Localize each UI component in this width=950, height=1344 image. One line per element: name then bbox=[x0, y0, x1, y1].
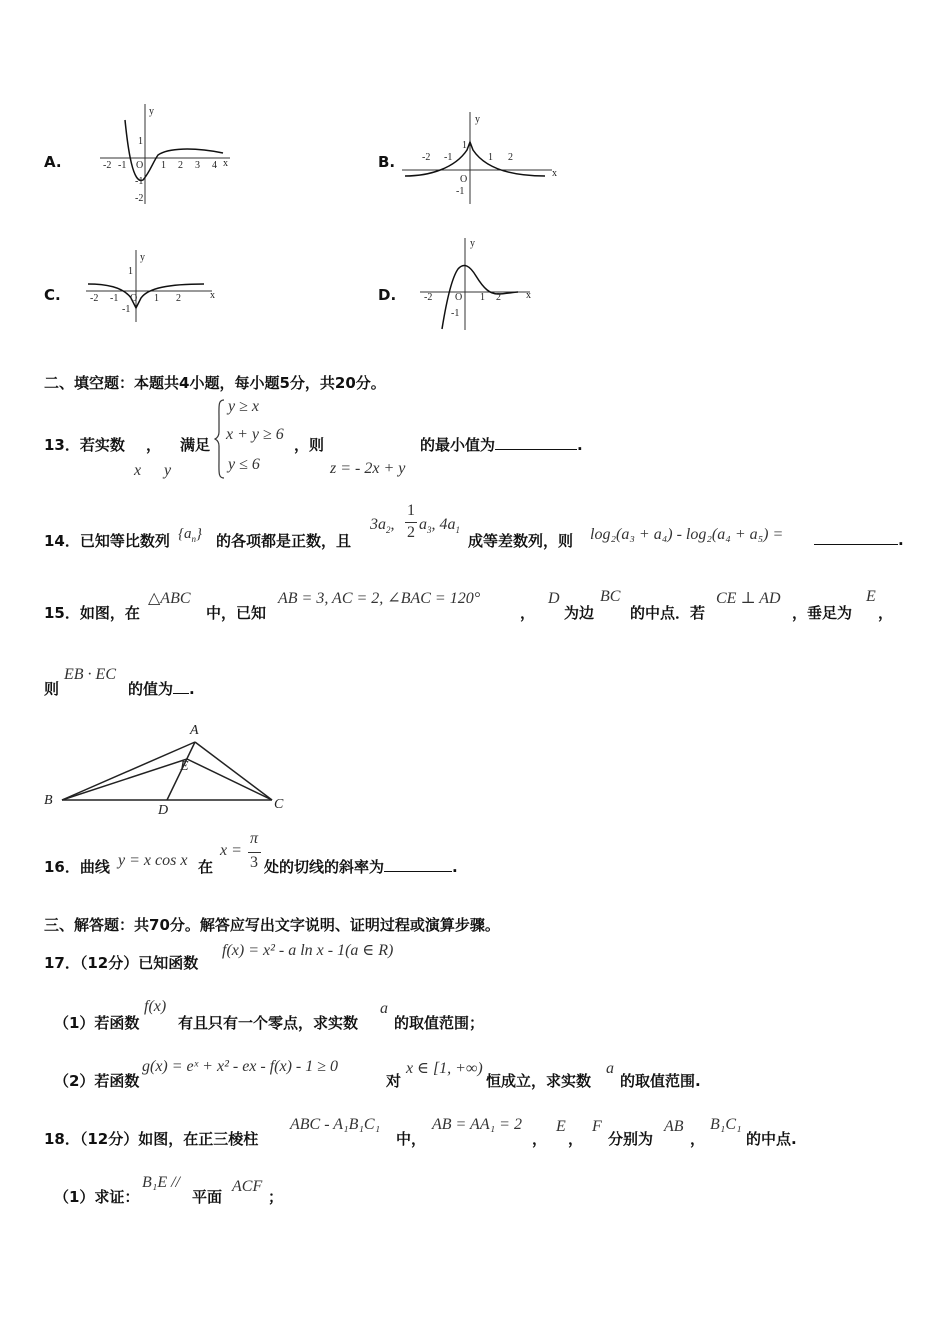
graph-b bbox=[400, 108, 570, 208]
q15-e: E bbox=[866, 588, 876, 605]
q17-p1-text: 有且只有一个零点，求实数 bbox=[178, 1014, 359, 1032]
tick-b-8: 1 bbox=[462, 140, 467, 151]
q17-p2-text: 恒成立，求实数 bbox=[486, 1072, 592, 1090]
q17-p1-end: 的取值范围； bbox=[394, 1014, 485, 1032]
q18-f: F bbox=[592, 1118, 602, 1135]
q15-dot: EB · EC bbox=[64, 666, 116, 683]
q14-term-b-sub: 3 bbox=[427, 525, 432, 536]
tick-b-5: O bbox=[460, 174, 468, 185]
tick-c-8: 1 bbox=[128, 266, 133, 277]
q16-at: 在 bbox=[198, 858, 214, 876]
tick-b-2: -1 bbox=[444, 152, 453, 163]
graph-d bbox=[418, 234, 538, 334]
q18-text1: 分别为 bbox=[608, 1130, 654, 1148]
q18-comma1: ， bbox=[532, 1130, 548, 1148]
tick-d-7: -1 bbox=[451, 308, 460, 319]
q18-p1-expr: B₁E // bbox=[142, 1174, 180, 1191]
q13-answer-blank[interactable] bbox=[495, 435, 577, 450]
q13-cond3: y ≤ 6 bbox=[228, 456, 260, 473]
q14-term-c-main: , 4a bbox=[431, 516, 456, 533]
q15-text3: 的中点．若 bbox=[630, 604, 706, 622]
tick-c-1: -2 bbox=[90, 293, 99, 304]
q18-given: AB = AA₁ = 2 bbox=[432, 1116, 522, 1133]
tick-b-4: 2 bbox=[508, 152, 513, 163]
q16-frac-bar bbox=[248, 852, 261, 853]
q18-text2: 的中点. bbox=[746, 1130, 797, 1148]
tick-a-3: O bbox=[136, 160, 144, 171]
tick-c-5: 2 bbox=[176, 293, 181, 304]
q16-number: 16．曲线 bbox=[44, 858, 110, 876]
tick-a-9: y bbox=[149, 106, 154, 117]
q15-ask-text: 的值为 bbox=[128, 680, 174, 698]
q14-term-a bbox=[370, 516, 395, 535]
q17-p2-domain: x ∈ [1, +∞) bbox=[406, 1060, 483, 1077]
option-d-label[interactable]: D. bbox=[378, 286, 397, 304]
tick-a-6: 3 bbox=[195, 160, 200, 171]
tick-a-8: x bbox=[223, 158, 228, 169]
q16-pi: π bbox=[250, 830, 259, 847]
tick-a-5: 2 bbox=[178, 160, 183, 171]
tick-a-1: -2 bbox=[103, 160, 112, 171]
q16-curve: y = x cos x bbox=[118, 852, 188, 869]
q18-p1-plane: 平面 bbox=[192, 1188, 223, 1206]
tick-d-3: 1 bbox=[480, 292, 485, 303]
q14-term-a-comma: , bbox=[390, 516, 395, 533]
q15-given: AB = 3, AC = 2, ∠BAC = 120° bbox=[278, 590, 481, 607]
q13-satisfy: 满足 bbox=[180, 436, 211, 454]
tick-a-12: -2 bbox=[135, 193, 144, 204]
q18-p1-end: ； bbox=[268, 1188, 284, 1206]
q15-text2: 为边 bbox=[564, 604, 595, 622]
tick-c-7: y bbox=[140, 252, 145, 263]
tick-c-6: x bbox=[210, 290, 215, 301]
option-c-label[interactable]: C. bbox=[44, 286, 61, 304]
q16-end: . bbox=[452, 858, 458, 876]
section3-heading: 三、解答题：共70分。解答应写出文字说明、证明过程或演算步骤。 bbox=[44, 916, 500, 934]
q15-perp: CE ⊥ AD bbox=[716, 590, 781, 607]
q14-seq-a: a bbox=[184, 526, 192, 542]
q18-e: E bbox=[556, 1118, 566, 1135]
q14-expr: log₂(a₃ + a₄) - log₂(a₄ + a₅) = bbox=[590, 526, 784, 543]
fig-label-b: B bbox=[44, 793, 53, 808]
tick-c-2: -1 bbox=[110, 293, 119, 304]
q14-seq-bracket-r: } bbox=[196, 526, 202, 542]
q14-term-b bbox=[419, 516, 460, 535]
q18-number: 18．（12分）如图，在正三棱柱 bbox=[44, 1130, 259, 1148]
tick-a-2: -1 bbox=[118, 160, 127, 171]
q15-number: 15．如图，在 bbox=[44, 604, 140, 622]
q16-text-main: 处的切线的斜率为 bbox=[264, 858, 385, 876]
tick-d-2: O bbox=[455, 292, 463, 303]
q18-comma3: ， bbox=[690, 1130, 706, 1148]
q18-ab: AB bbox=[664, 1118, 684, 1135]
graph-a bbox=[98, 100, 238, 210]
q14-seq-bracket-l: { bbox=[178, 526, 184, 542]
tick-b-3: 1 bbox=[488, 152, 493, 163]
q13-var-x: x bbox=[134, 462, 142, 479]
q13-end: . bbox=[577, 436, 583, 454]
q16-answer-blank[interactable] bbox=[384, 857, 452, 872]
q17-p2-a: a bbox=[606, 1060, 614, 1077]
tick-d-1: -2 bbox=[424, 292, 433, 303]
q17-p2-expr: g(x) = eˣ + x² - ex - f(x) - 1 ≥ 0 bbox=[142, 1058, 339, 1075]
q13-comma: ， bbox=[146, 436, 162, 454]
q15-text1: 中，已知 bbox=[206, 604, 267, 622]
q15-answer-blank[interactable] bbox=[173, 679, 189, 694]
tick-b-7: y bbox=[475, 114, 480, 125]
q13-cond1: y ≥ x bbox=[228, 398, 259, 415]
q17-func: f(x) = x² - a ln x - 1(a ∈ R) bbox=[222, 942, 394, 959]
q15-triangle: △ABC bbox=[148, 590, 191, 607]
q17-p2-end: 的取值范围. bbox=[620, 1072, 701, 1090]
q14-term-a-main: 3a bbox=[370, 516, 386, 533]
q14-term-b-main: a bbox=[419, 516, 427, 533]
q15-bc: BC bbox=[600, 588, 621, 605]
q16-three: 3 bbox=[250, 854, 258, 871]
q17-p1-label: （1）若函数 bbox=[54, 1014, 140, 1032]
q16-text bbox=[264, 856, 458, 877]
q14-blank bbox=[814, 530, 904, 549]
q14-frac-den: 2 bbox=[407, 524, 415, 541]
tick-a-4: 1 bbox=[161, 160, 166, 171]
tick-b-9: -1 bbox=[456, 186, 465, 197]
tick-a-7: 4 bbox=[212, 160, 217, 171]
fig-label-e: E bbox=[180, 759, 189, 774]
q14-term-c-sub: 1 bbox=[455, 525, 460, 536]
q14-frac-num: 1 bbox=[407, 502, 415, 519]
q18-b1c1: B₁C₁ bbox=[710, 1116, 742, 1133]
q14-number: 14．已知等比数列 bbox=[44, 532, 170, 550]
q13-ask-text: 的最小值为 bbox=[420, 436, 496, 454]
q15-comma: ， bbox=[520, 604, 536, 622]
q18-comma2: ， bbox=[568, 1130, 584, 1148]
section2-heading: 二、填空题：本题共4小题，每小题5分，共20分。 bbox=[44, 374, 386, 392]
q14-answer-blank[interactable] bbox=[814, 530, 898, 545]
q16-xeq: x = bbox=[220, 842, 242, 859]
tick-a-11: -1 bbox=[135, 176, 144, 187]
q13-brace bbox=[214, 398, 226, 480]
q13-var-y: y bbox=[164, 462, 172, 479]
q17-p1-a: a bbox=[380, 1000, 388, 1017]
fig-label-c: C bbox=[274, 797, 284, 812]
tick-b-1: -2 bbox=[422, 152, 431, 163]
option-b-label[interactable]: B. bbox=[378, 153, 396, 171]
q17-p2-for: 对 bbox=[386, 1072, 402, 1090]
q15-figure bbox=[40, 718, 300, 818]
option-a-label[interactable]: A. bbox=[44, 153, 62, 171]
q14-seq bbox=[178, 526, 202, 544]
tick-d-4: 2 bbox=[496, 292, 501, 303]
q17-number: 17．（12分）已知函数 bbox=[44, 954, 199, 972]
q18-p1-acf: ACF bbox=[232, 1178, 263, 1195]
q14-frac-bar bbox=[405, 522, 417, 523]
q13-then: ，则 bbox=[294, 436, 325, 454]
tick-a-10: 1 bbox=[138, 136, 143, 147]
q13-cond2: x + y ≥ 6 bbox=[226, 426, 284, 443]
q14-text2: 成等差数列，则 bbox=[468, 532, 574, 550]
q15-text4: ，垂足为 bbox=[792, 604, 853, 622]
tick-c-4: 1 bbox=[154, 293, 159, 304]
q14-text1: 的各项都是正数，且 bbox=[216, 532, 352, 550]
q18-mid: 中， bbox=[396, 1130, 427, 1148]
tick-b-6: x bbox=[552, 168, 557, 179]
tick-c-3: O bbox=[130, 293, 138, 304]
q18-p1-label: （1）求证： bbox=[54, 1188, 140, 1206]
fig-label-d: D bbox=[158, 803, 169, 818]
q18-prism: ABC - A₁B₁C₁ bbox=[290, 1116, 381, 1133]
tick-d-5: x bbox=[526, 290, 531, 301]
q13-objective: z = - 2x + y bbox=[330, 460, 406, 477]
q17-p2-label: （2）若函数 bbox=[54, 1072, 140, 1090]
graph-c bbox=[84, 246, 224, 326]
tick-c-9: -1 bbox=[122, 304, 131, 315]
q15-then: 则 bbox=[44, 680, 60, 698]
q13-ask bbox=[420, 434, 583, 455]
q15-text5: ， bbox=[878, 604, 894, 622]
q14-term-a-sub: 2 bbox=[386, 525, 391, 536]
fig-label-a: A bbox=[190, 723, 199, 738]
q17-p1-fx: f(x) bbox=[144, 998, 167, 1015]
q13-number: 13．若实数 bbox=[44, 436, 125, 454]
q15-d: D bbox=[548, 590, 560, 607]
q15-end: . bbox=[189, 680, 195, 698]
tick-d-6: y bbox=[470, 238, 475, 249]
q15-ask bbox=[128, 678, 195, 699]
q14-seq-sub: n bbox=[191, 534, 196, 544]
q14-end: . bbox=[898, 531, 904, 549]
